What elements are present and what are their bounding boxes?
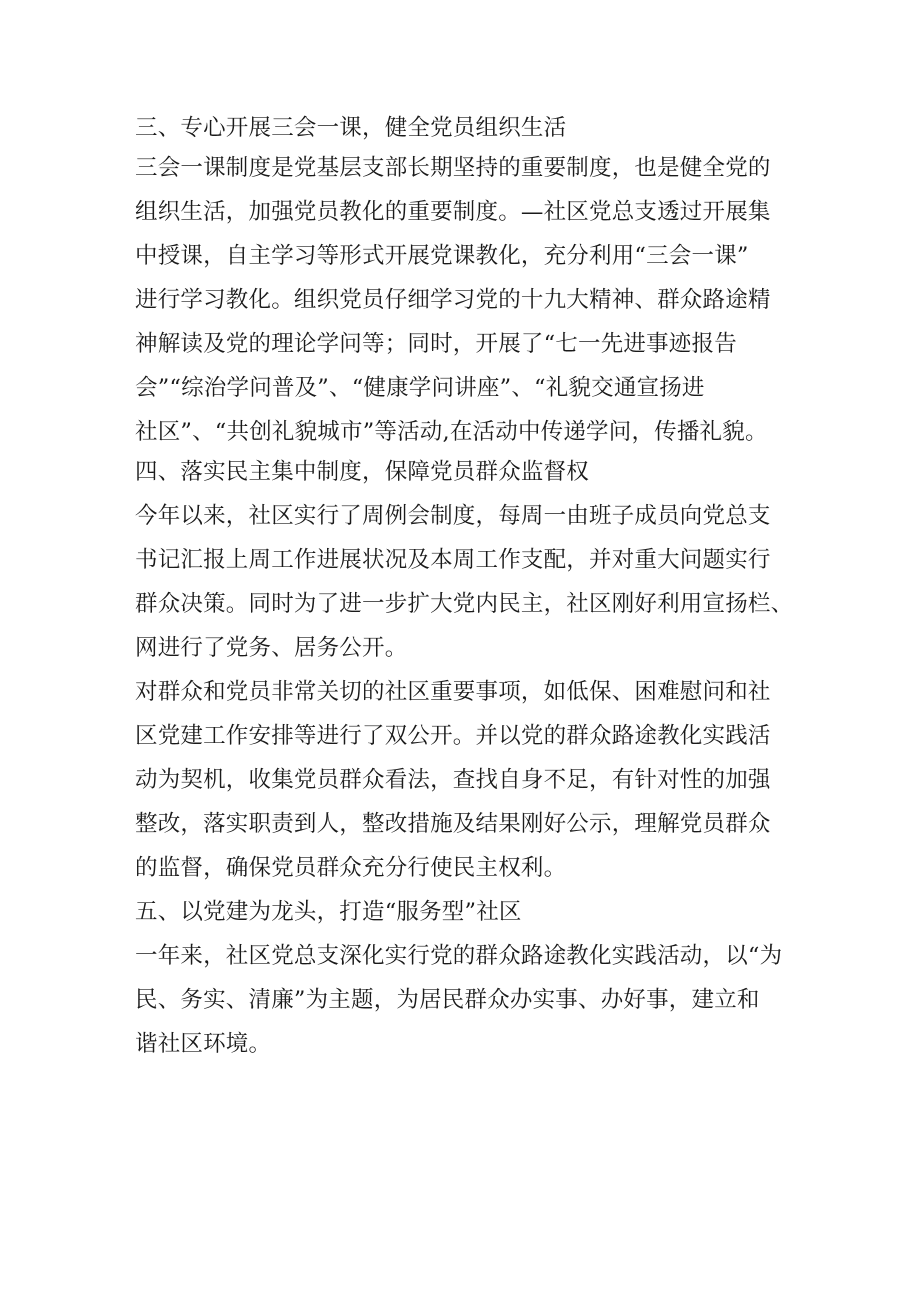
paragraph-line: 会”“综治学问普及”、“健康学问讲座”、“礼貌交通宣扬进 (135, 375, 705, 401)
section-heading-3: 三、专心开展三会一课，健全党员组织生活 (135, 115, 567, 141)
paragraph-line: 组织生活，加强党员教化的重要制度。—社区党总支透过开展集 (135, 199, 771, 225)
paragraph-line: 中授课，自主学习等形式开展党课教化，充分利用“三会一课” (135, 243, 749, 269)
paragraph-line: 网进行了党务、居务公开。 (135, 635, 408, 661)
paragraph-line: 神解读及党的理论学问等；同时，开展了“七一先进事迹报告 (135, 331, 737, 357)
paragraph-line: 民、务实、清廉”为主题，为居民群众办实事、办好事，建立和 (135, 987, 760, 1013)
paragraph-line: 社区”、“共创礼貌城市”等活动,在活动中传递学问，传播礼貌。 (135, 419, 768, 445)
section-heading-4: 四、落实民主集中制度，保障党员群众监督权 (135, 459, 590, 485)
paragraph-line: 书记汇报上周工作进展状况及本周工作支配，并对重大问题实行 (135, 547, 771, 573)
paragraph-line: 整改，落实职责到人，整改措施及结果刚好公示，理解党员群众 (135, 811, 771, 837)
paragraph-line: 的监督，确保党员群众充分行使民主权利。 (135, 855, 567, 881)
section-heading-5: 五、以党建为龙头，打造“服务型”社区 (135, 899, 522, 925)
paragraph-line: 三会一课制度是党基层支部长期坚持的重要制度，也是健全党的 (135, 155, 771, 181)
paragraph-line: 进行学习教化。组织党员仔细学习党的十九大精神、群众路途精 (135, 287, 771, 313)
paragraph-line: 动为契机，收集党员群众看法，查找自身不足，有针对性的加强 (135, 767, 771, 793)
paragraph-line: 一年来，社区党总支深化实行党的群众路途教化实践活动，以“为 (135, 943, 783, 969)
paragraph-line: 区党建工作安排等进行了双公开。并以党的群众路途教化实践活 (135, 723, 771, 749)
paragraph-line: 对群众和党员非常关切的社区重要事项，如低保、困难慰问和社 (135, 679, 771, 705)
paragraph-line: 今年以来，社区实行了周例会制度，每周一由班子成员向党总支 (135, 503, 771, 529)
document-body (135, 108, 795, 1064)
paragraph-line: 群众决策。同时为了进一步扩大党内民主，社区刚好利用宣扬栏、 (135, 591, 794, 617)
paragraph-line: 谐社区环境。 (135, 1031, 272, 1057)
